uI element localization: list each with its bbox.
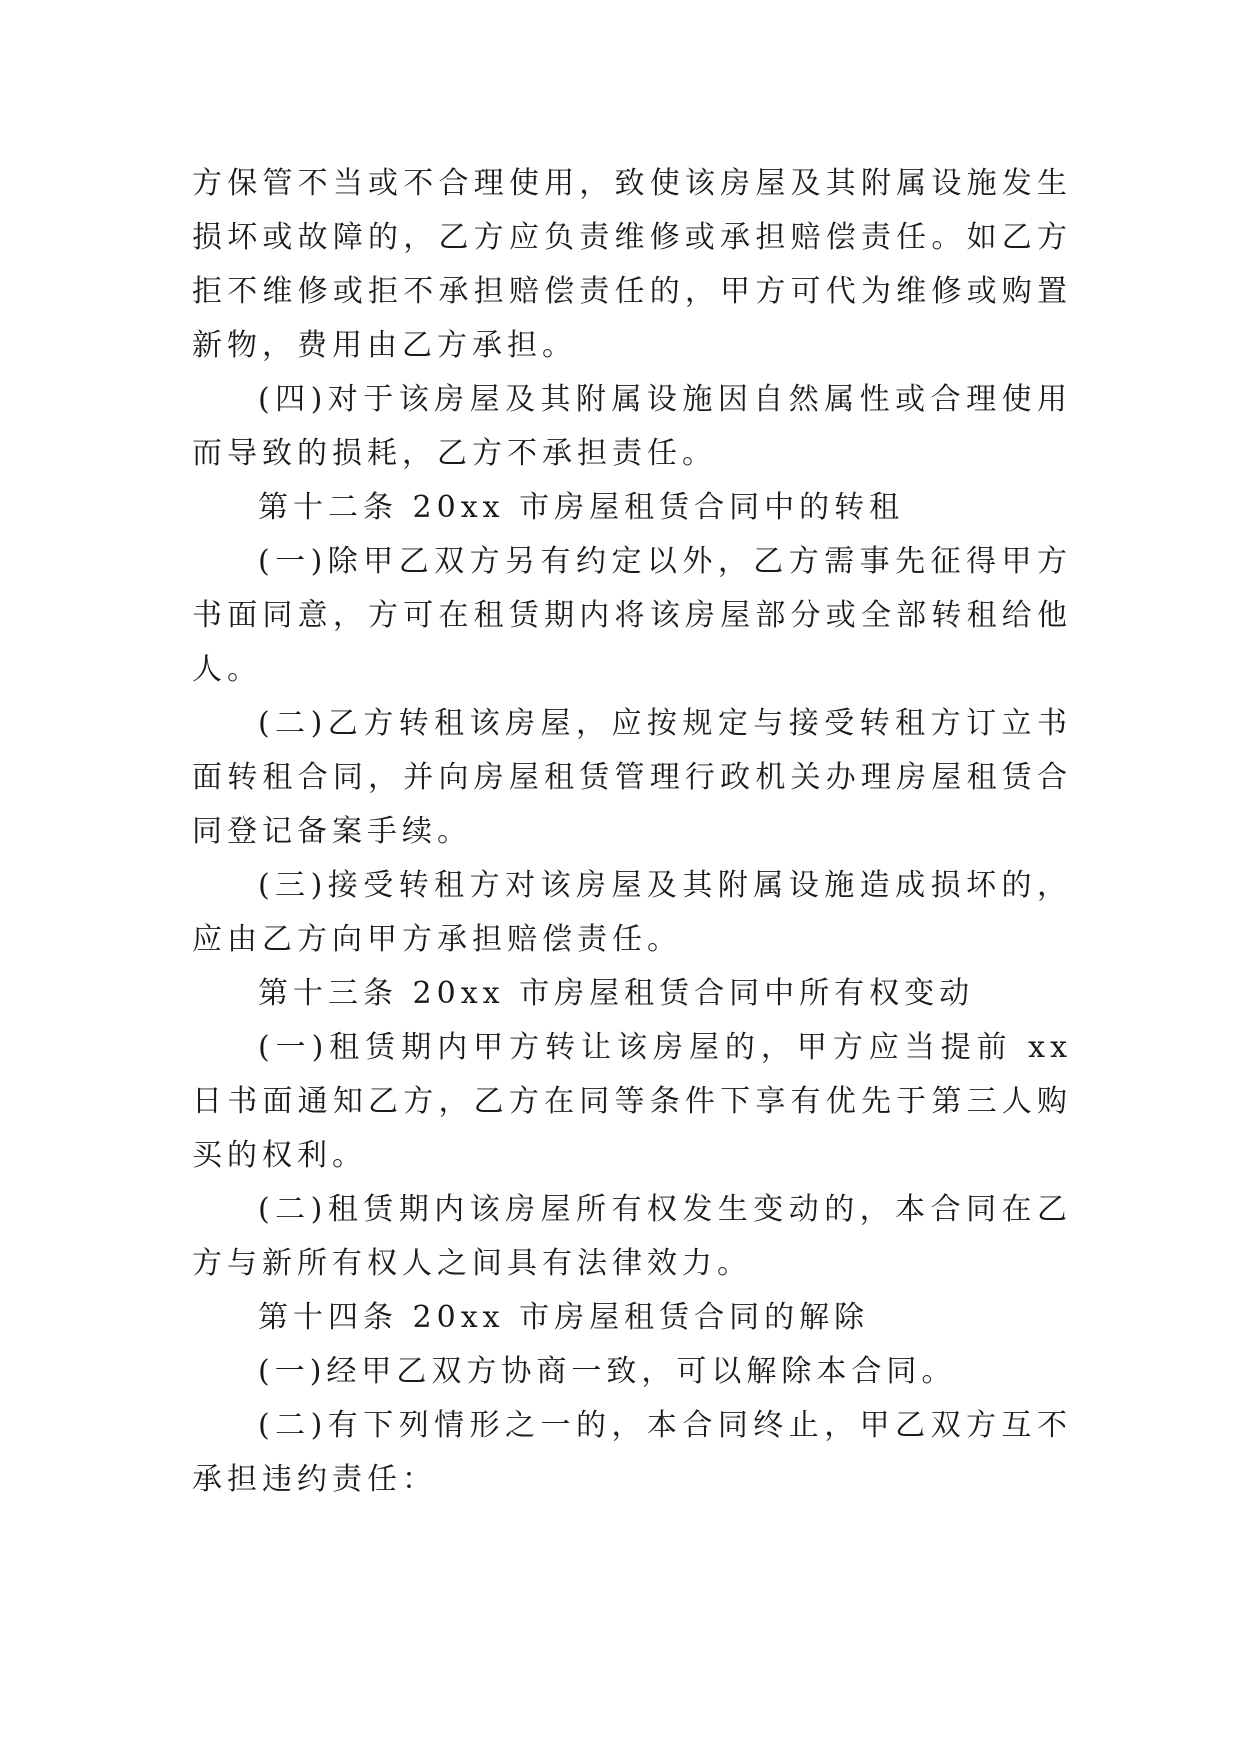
article-12-heading: 第十二条 20xx 市房屋租赁合同中的转租 (258, 490, 905, 525)
article-14-clause-2: (二)有下列情形之一的，本合同终止，甲乙双方互不承担违约责任： (192, 1408, 1072, 1497)
article-14-clause-1: (一)经甲乙双方协商一致，可以解除本合同。 (258, 1354, 957, 1389)
document-body (192, 157, 1072, 1507)
article-12-clause-2: (二)乙方转租该房屋，应按规定与接受转租方订立书面转租合同，并向房屋租赁管理行政机关办理房屋租赁合同登记备案手续。 (192, 706, 1072, 849)
article-12-clause-1: (一)除甲乙双方另有约定以外，乙方需事先征得甲方书面同意，方可在租赁期内将该房屋部分或全部转租给他人。 (192, 544, 1072, 687)
article-12-clause-3: (三)接受转租方对该房屋及其附属设施造成损坏的，应由乙方向甲方承担赔偿责任。 (192, 868, 1072, 957)
article-13-heading: 第十三条 20xx 市房屋租赁合同中所有权变动 (258, 976, 975, 1011)
article-13-clause-2: (二)租赁期内该房屋所有权发生变动的，本合同在乙方与新所有权人之间具有法律效力。 (192, 1192, 1072, 1281)
paragraph-clause-4: (四)对于该房屋及其附属设施因自然属性或合理使用而导致的损耗，乙方不承担责任。 (192, 382, 1072, 471)
article-13-clause-1: (一)租赁期内甲方转让该房屋的，甲方应当提前 xx 日书面通知乙方，乙方在同等条件下享有优先于第三人购买的权利。 (192, 1030, 1072, 1173)
paragraph-continuation: 方保管不当或不合理使用，致使该房屋及其附属设施发生损坏或故障的，乙方应负责维修或承担赔偿责任。如乙方拒不维修或拒不承担赔偿责任的，甲方可代为维修或购置新物，费用由乙方承担。 (192, 166, 1072, 363)
article-14-heading: 第十四条 20xx 市房屋租赁合同的解除 (258, 1300, 870, 1335)
